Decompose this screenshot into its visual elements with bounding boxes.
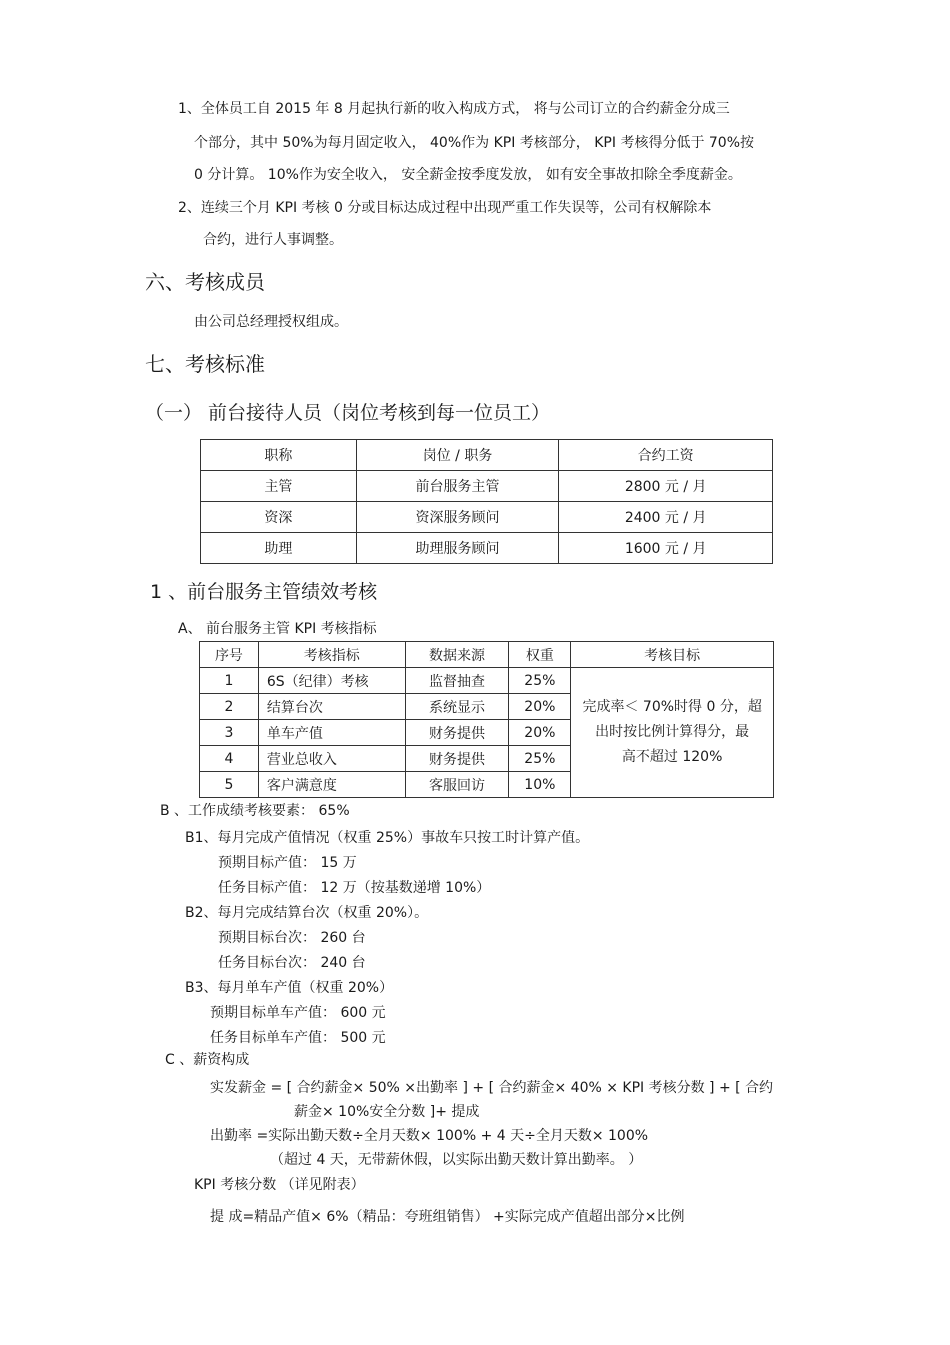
table-cell: 财务提供 bbox=[405, 720, 509, 746]
table-cell: 4 bbox=[200, 746, 259, 772]
table-row bbox=[201, 533, 773, 564]
table-cell: 25% bbox=[509, 668, 571, 694]
section-b-line: 预期目标产值： 15 万 bbox=[218, 855, 357, 871]
kpi-section-title: 1 、前台服务主管绩效考核 bbox=[150, 581, 378, 603]
table-cell: 助理 bbox=[201, 533, 357, 564]
table-cell: 资深 bbox=[201, 502, 357, 533]
section-b-line: 预期目标台次： 260 台 bbox=[218, 930, 366, 946]
section-b-title: B 、工作成绩考核要素： 65% bbox=[160, 803, 350, 819]
kpi-target-line: 高不超过 120% bbox=[621, 749, 723, 765]
kpi-table bbox=[199, 641, 774, 798]
table-header: 权重 bbox=[509, 642, 571, 668]
rule-line-2: 个部分，其中 50%为每月固定收入， 40%作为 KPI 考核部分， KPI 考核得分低于 70%按 bbox=[194, 135, 755, 151]
table-cell: 6S（纪律）考核 bbox=[258, 668, 405, 694]
section-c-line: （超过 4 天，无带薪休假，以实际出勤天数计算出勤率。 ） bbox=[270, 1152, 643, 1168]
section-c-line: 出勤率 =实际出勤天数÷全月天数× 100% + 4 天÷全月天数× 100% bbox=[210, 1128, 649, 1144]
kpi-target-line: 完成率＜ 70%时得 0 分，超 bbox=[582, 699, 762, 715]
table-row bbox=[201, 471, 773, 502]
rule-line-5: 合约，进行人事调整。 bbox=[203, 232, 343, 248]
table-cell: 1600 元 / 月 bbox=[559, 533, 773, 564]
table-cell: 2 bbox=[200, 694, 259, 720]
table-cell: 5 bbox=[200, 772, 259, 798]
section-b-line: 预期目标单车产值： 600 元 bbox=[210, 1005, 386, 1021]
kpi-table-header-row bbox=[200, 642, 774, 668]
table-cell: 单车产值 bbox=[258, 720, 405, 746]
table-cell: 2800 元 / 月 bbox=[559, 471, 773, 502]
table-cell: 结算台次 bbox=[258, 694, 405, 720]
section-6-title: 六、考核成员 bbox=[145, 270, 265, 294]
salary-table bbox=[200, 439, 773, 564]
table-cell: 2400 元 / 月 bbox=[559, 502, 773, 533]
table-cell: 20% bbox=[509, 694, 571, 720]
kpi-target-cell bbox=[571, 668, 774, 798]
table-cell: 10% bbox=[509, 772, 571, 798]
section-b-line: 任务目标产值： 12 万（按基数递增 10%） bbox=[218, 880, 491, 896]
table-cell: 资深服务顾问 bbox=[356, 502, 559, 533]
table-cell: 客服回访 bbox=[405, 772, 509, 798]
table-cell: 客户满意度 bbox=[258, 772, 405, 798]
section-7-title: 七、考核标准 bbox=[145, 352, 265, 376]
section-c-line: KPI 考核分数 （详见附表） bbox=[194, 1177, 365, 1193]
table-cell: 3 bbox=[200, 720, 259, 746]
section-6-body: 由公司总经理授权组成。 bbox=[194, 314, 348, 330]
subsection-1-title: （一） 前台接待人员（岗位考核到每一位员工） bbox=[145, 402, 551, 424]
section-c-line: 提 成=精品产值× 6%（精品：夸班组销售） +实际完成产值超出部分×比例 bbox=[210, 1209, 685, 1225]
table-cell: 20% bbox=[509, 720, 571, 746]
section-b-line: B3、每月单车产值（权重 20%） bbox=[185, 980, 394, 996]
table-row bbox=[201, 502, 773, 533]
table-cell: 25% bbox=[509, 746, 571, 772]
section-b-line: B1、每月完成产值情况（权重 25%）事故车只按工时计算产值。 bbox=[185, 830, 590, 846]
rule-line-3: 0 分计算。 10%作为安全收入， 安全薪金按季度发放， 如有安全事故扣除全季度薪金。 bbox=[194, 167, 742, 183]
section-c-line: 薪金× 10%安全分数 ]+ 提成 bbox=[294, 1104, 480, 1120]
table-header: 数据来源 bbox=[405, 642, 509, 668]
table-cell: 系统显示 bbox=[405, 694, 509, 720]
section-b-line: B2、每月完成结算台次（权重 20%）。 bbox=[185, 905, 429, 921]
table-cell: 营业总收入 bbox=[258, 746, 405, 772]
section-c-title: C 、薪资构成 bbox=[165, 1052, 250, 1068]
table-row bbox=[200, 668, 774, 694]
kpi-target-line: 出时按比例计算得分，最 bbox=[595, 724, 750, 740]
table-header: 职称 bbox=[201, 440, 357, 471]
rule-line-1: 1、全体员工自 2015 年 8 月起执行新的收入构成方式， 将与公司订立的合约薪金分成三 bbox=[178, 101, 730, 117]
table-cell: 1 bbox=[200, 668, 259, 694]
table-header: 考核指标 bbox=[258, 642, 405, 668]
table-cell: 前台服务主管 bbox=[356, 471, 559, 502]
table-cell: 主管 bbox=[201, 471, 357, 502]
section-b-line: 任务目标台次： 240 台 bbox=[218, 955, 366, 971]
table-header: 考核目标 bbox=[571, 642, 774, 668]
table-header: 岗位 / 职务 bbox=[356, 440, 559, 471]
section-c-line: 实发薪金 = [ 合约薪金× 50% ×出勤率 ] + [ 合约薪金× 40% × KPI 考核分数 ] + [ 合约 bbox=[210, 1080, 774, 1096]
kpi-section-subtitle: A、 前台服务主管 KPI 考核指标 bbox=[178, 621, 377, 637]
table-header: 序号 bbox=[200, 642, 259, 668]
salary-table-header-row bbox=[201, 440, 773, 471]
table-cell: 助理服务顾问 bbox=[356, 533, 559, 564]
table-cell: 财务提供 bbox=[405, 746, 509, 772]
table-cell: 监督抽查 bbox=[405, 668, 509, 694]
section-b-line: 任务目标单车产值： 500 元 bbox=[210, 1030, 386, 1046]
table-header: 合约工资 bbox=[559, 440, 773, 471]
rule-line-4: 2、连续三个月 KPI 考核 0 分或目标达成过程中出现严重工作失误等，公司有权解除本 bbox=[178, 200, 712, 216]
